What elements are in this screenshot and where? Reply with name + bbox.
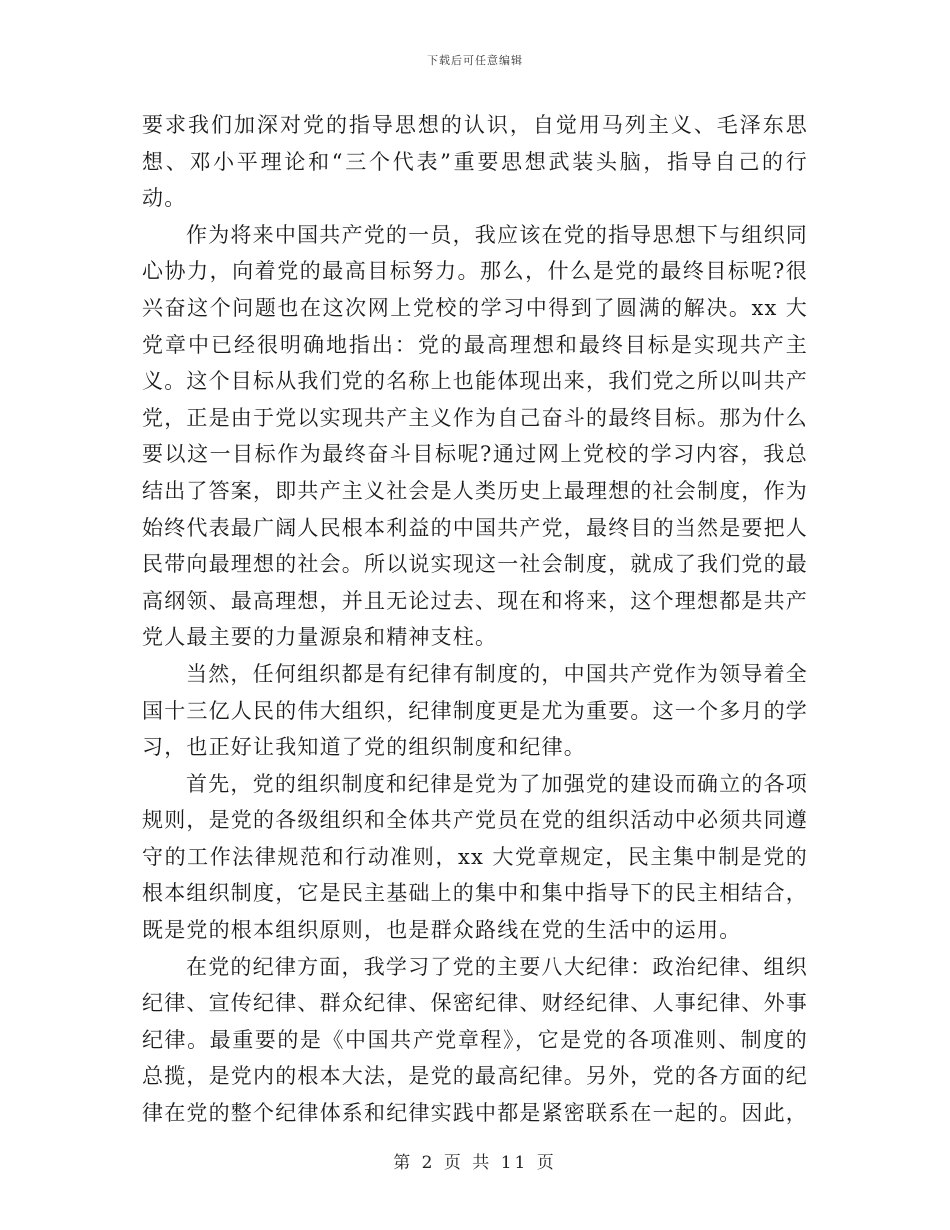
- paragraph-2: 作为将来中国共产党的一员，我应该在党的指导思想下与组织同心协力，向着党的最高目标努力。那么，什么是党的最终目标呢?很兴奋这个问题也在这次网上党校的学习中得到了圆满的解决。xx 大党章中已经很明确地指出：党的最高理想和最终目标是实现共产主义。这个目标从我们党的名称上也能体现出来，我们党之所以叫共产党，正是由于党以实现共产主义作为自己奋斗的最终目标。那为什么要以这一目标作为最终奋斗目标呢?通过网上党校的学习内容，我总结出了答案，即共产主义社会是人类历史上最理想的社会制度，作为始终代表最广阔人民根本利益的中国共产党，最终目的当然是要把人民带向最理想的社会。所以说实现这一社会制度，就成了我们党的最高纲领、最高理想，并且无论过去、现在和将来，这个理想都是共产党人最主要的力量源泉和精神支柱。: [142, 222, 808, 650]
- page-header: 下载后可任意编辑: [427, 54, 523, 67]
- paragraph-5: 在党的纪律方面，我学习了党的主要八大纪律：政治纪律、组织纪律、宣传纪律、群众纪律、保密纪律、财经纪律、人事纪律、外事纪律。最重要的是《中国共产党章程》，它是党的各项准则、制度的总揽，是党内的根本大法，是党的最高纪律。另外，党的各方面的纪律在党的整个纪律体系和纪律实践中都是紧密联系在一起的。因此，: [142, 954, 808, 1126]
- paragraph-1: 要求我们加深对党的指导思想的认识，自觉用马列主义、毛泽东思想、邓小平理论和“三个代表”重要思想武装头脑，指导自己的行动。: [142, 113, 808, 211]
- paragraph-4: 首先，党的组织制度和纪律是党为了加强党的建设而确立的各项规则，是党的各级组织和全体共产党员在党的组织活动中必须共同遵守的工作法律规范和行动准则，xx 大党章规定，民主集中制是党的根本组织制度，它是民主基础上的集中和集中指导下的民主相结合，既是党的根本组织原则，也是群众路线在党的生活中的运用。: [142, 771, 808, 943]
- document-body: [142, 107, 808, 1132]
- paragraph-3: 当然，任何组织都是有纪律有制度的，中国共产党作为领导着全国十三亿人民的伟大组织，纪律制度更是尤为重要。这一个多月的学习，也正好让我知道了党的组织制度和纪律。: [142, 661, 808, 760]
- page-number-footer: 第 2 页 共 11 页: [393, 1153, 557, 1173]
